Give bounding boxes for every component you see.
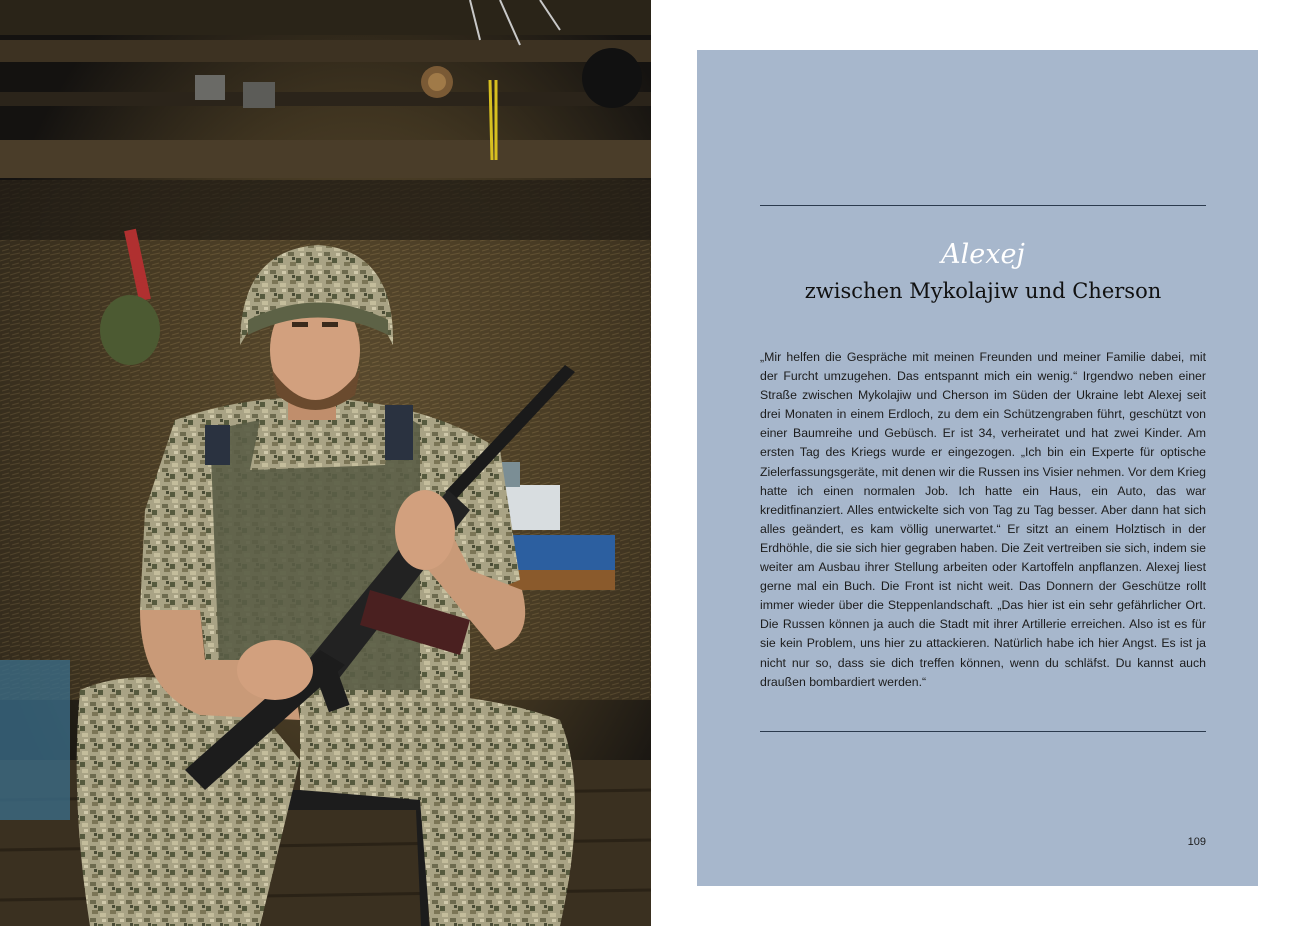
article-heading (760, 238, 1206, 306)
subject-name: Alexej (941, 239, 1025, 270)
article-panel (697, 50, 1258, 886)
bottom-divider (760, 731, 1206, 732)
article-body: „Mir helfen die Gespräche mit meinen Freunden und meiner Familie dabei, mit der Furcht umzugehen. Das entspannt mich ein wenig.“ Irgendwo neben einer Straße zwischen Mykolajiw und Cherson im Süden der Ukraine lebt Alexej seit drei Monaten in einem Erdloch, zu dem ein Schützengraben führt, geschützt von einer Baumreihe und Gebüsch. Er ist 34, verheiratet und hat zwei Kinder. Am ersten Tag des Kriegs wurde er eingezogen. „Ich bin ein Experte für optische Zielerfassungsgeräte, mit denen wir die Russen ins Visier nehmen. Vor dem Krieg hatte ich einen normalen Job. Ich hatte ein Haus, ein Auto, das war kreditfinanziert. Alles entwickelte sich von Tag zu Tag besser. Aber dann hat sich alles geändert, es kam völlig unerwartet.“ Er sitzt an einem Holztisch in der Erdhöhle, die sie sich hier gegraben haben. Die Zeit vertreiben sie sich, indem sie weiter am Ausbau ihrer Stellung arbeiten oder Kartoffeln anpflanzen. Alexej liest gerne mal ein Buch. Die Front ist nicht weit. Das Donnern der Geschütze rollt immer wieder über die Steppenlandschaft. „Das hier ist ein sehr gefährlicher Ort. Die Russen können ja auch die Stadt mit ihrer Artillerie erreichen. Also ist es für sie kein Problem, uns hier zu attackieren. Natürlich habe ich hier Angst. Es ist ja nicht nur so, dass sie dich treffen können, wenn du schläfst. Du kannst auch draußen bombardiert werden.“ (760, 350, 1206, 689)
subject-location: zwischen Mykolajiw und Cherson (804, 279, 1162, 303)
top-divider (760, 205, 1206, 206)
page-number: 109 (1187, 836, 1206, 848)
